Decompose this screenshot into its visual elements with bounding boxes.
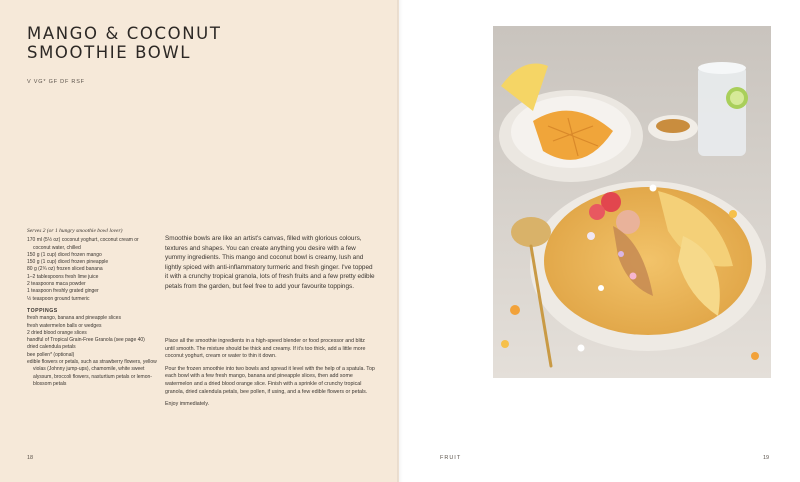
lime-slice-inner bbox=[730, 91, 744, 105]
topping-item: edible flowers or petals, such as strawberry flowers, yellow violas (Johnny jump-ups), chamomile, white sweet alyssum, broccoli flowers, nasturtium petals or lemon-blossom petals bbox=[27, 359, 157, 387]
topping-item: 2 dried blood orange slices bbox=[27, 329, 87, 336]
edible-flower bbox=[630, 273, 637, 280]
calendula-petal bbox=[501, 340, 509, 348]
method-step: Place all the smoothie ingredients in a high-speed blender or food processor and blitz until smooth. The mixture should be thick and creamy. If it's too thick, add a little more coconut yoghurt, cream or water to thin it down. bbox=[165, 338, 366, 360]
smoothie-bowl-photo bbox=[493, 26, 771, 378]
calendula-petal bbox=[578, 345, 585, 352]
ingredient-item: 170 ml (5½ oz) coconut yoghurt, coconut cream or coconut water, chilled bbox=[27, 237, 139, 251]
recipe-title bbox=[27, 24, 222, 62]
granola-pile bbox=[656, 119, 690, 133]
ingredient-item: ½ teaspoon ground turmeric bbox=[27, 295, 90, 302]
gold-spoon-head bbox=[511, 217, 551, 247]
topping-item: dried calendula petals bbox=[27, 344, 76, 351]
calendula-petal bbox=[510, 305, 520, 315]
page-number-right: 19 bbox=[763, 455, 770, 461]
edible-flower bbox=[618, 251, 624, 257]
chapter-name: FRUIT bbox=[440, 455, 462, 461]
edible-flower bbox=[650, 185, 657, 192]
watermelon-ball bbox=[589, 204, 605, 220]
ingredient-item: 2 teaspoons maca powder bbox=[27, 281, 86, 288]
edible-flower bbox=[587, 232, 595, 240]
glass-rim bbox=[698, 62, 746, 74]
calendula-petal bbox=[729, 210, 737, 218]
method-steps bbox=[165, 338, 375, 414]
topping-item: fresh mango, banana and pineapple slices bbox=[27, 315, 121, 322]
topping-item: handful of Tropical Grain-Free Granola (see page 40) bbox=[27, 337, 145, 344]
page-number-left: 18 bbox=[27, 455, 34, 461]
recipe-title-line-1: MANGO & COCONUT bbox=[27, 24, 222, 43]
toppings-heading: TOPPINGS bbox=[27, 307, 58, 314]
topping-item: bee pollen* (optional) bbox=[27, 351, 75, 358]
book-gutter bbox=[397, 0, 403, 482]
ingredients-list bbox=[27, 228, 157, 388]
ingredient-item: 150 g (1 cup) diced frozen pineapple bbox=[27, 259, 109, 266]
recipe-title-line-2: SMOOTHIE BOWL bbox=[27, 43, 192, 62]
ingredient-item: 1–2 tablespoons fresh lime juice bbox=[27, 273, 99, 280]
intro-paragraph: Smoothie bowls are like an artist's canvas, filled with glorious colours, textures and shapes. You can create anything you desire with a few yummy ingredients. This mango and coconut bowl is creamy, lush and lightly spiced with anti-inflammatory turmeric and fresh ginger. I've topped it with a crunchy tropical granola, lots of fresh fruits and a few pretty edible petals from the garden, but feel free to add your favourite toppings. bbox=[165, 235, 375, 290]
method-step: Enjoy immediately. bbox=[165, 401, 210, 408]
smoothie-bowl-illustration bbox=[493, 26, 771, 378]
diet-tags: V VG* GF DF RSF bbox=[27, 79, 85, 85]
method-step: Pour the frozen smoothie into two bowls and spread it level with the help of a spatula. Top each bowl with a few fresh mango, banana and pineapple slices, then add some watermelon and a dried blood orange slice. Finish with a sprinkle of crunchy tropical granola, dried calendula petals, bee pollen, if using, and a few edible flowers or petals. bbox=[165, 365, 375, 395]
water-glass bbox=[698, 66, 746, 156]
ingredient-item: 1 teaspoon freshly grated ginger bbox=[27, 288, 99, 295]
serves-note: Serves 2 (or 1 hungry smoothie bowl lover) bbox=[27, 228, 123, 234]
calendula-petal bbox=[751, 352, 759, 360]
edible-flower bbox=[598, 285, 604, 291]
topping-item: fresh watermelon balls or wedges bbox=[27, 322, 102, 329]
ingredient-item: 150 g (1 cup) diced frozen mango bbox=[27, 251, 102, 258]
ingredient-item: 80 g (2¾ oz) frozen sliced banana bbox=[27, 266, 103, 273]
